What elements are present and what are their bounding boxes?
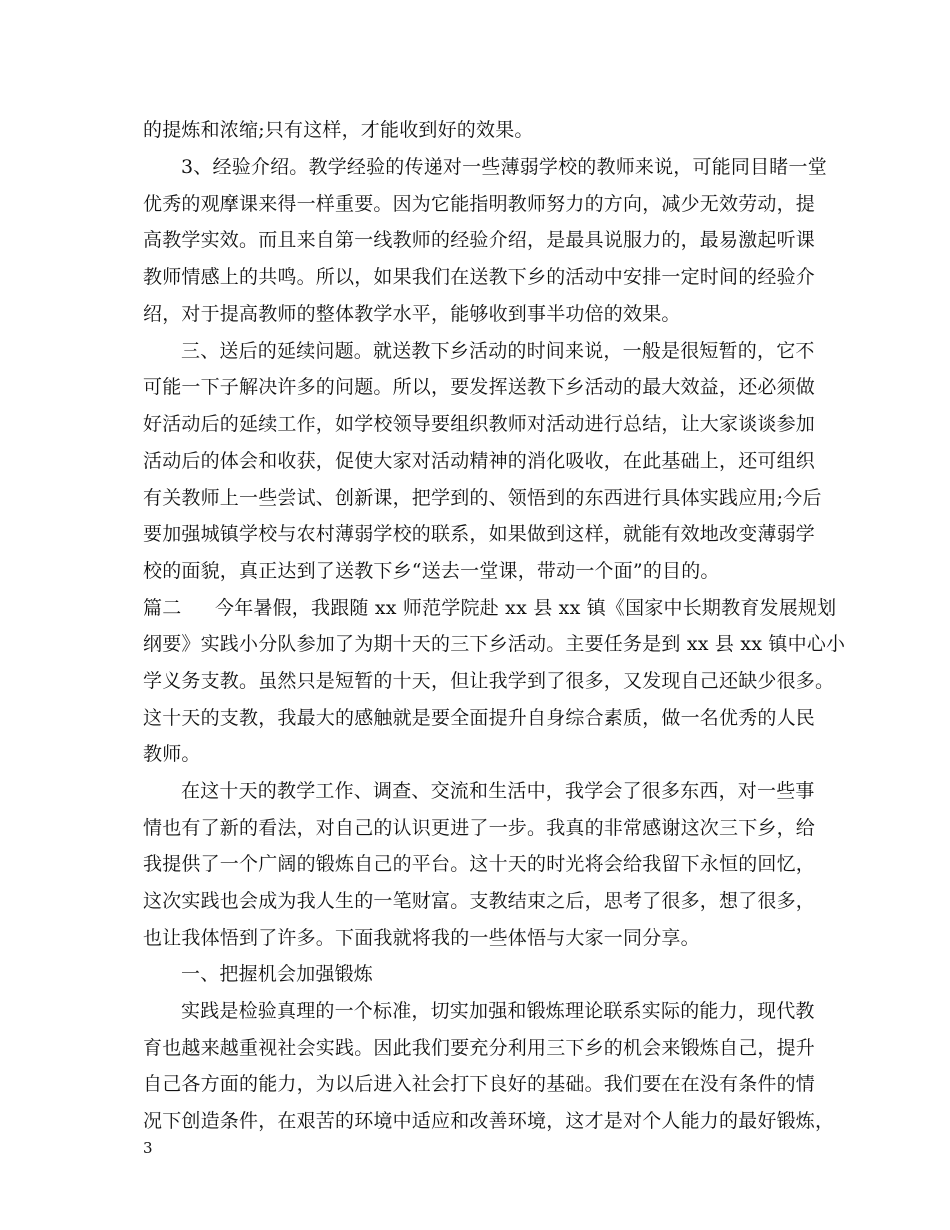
text-line: 实践是检验真理的一个标准，切实加强和锻炼理论联系实际的能力，现代教	[181, 1000, 815, 1022]
subheading-line: 一、把握机会加强锻炼	[181, 963, 374, 985]
text-line: 三、送后的延续问题。就送教下乡活动的时间来说，一般是很短暂的，它不	[181, 340, 815, 362]
text-line: 3、经验介绍。教学经验的传递对一些薄弱学校的教师来说，可能同目睹一堂	[181, 156, 827, 178]
text-line: 纲要》实践小分队参加了为期十天的三下乡活动。主要任务是到 xx 县 xx 镇中心小	[143, 633, 846, 655]
text-line: 活动后的体会和收获，促使大家对活动精神的消化吸收，在此基础上，还可组织	[143, 450, 816, 472]
text-line: 况下创造条件，在艰苦的环境中适应和改善环境，这才是对个人能力的最好锻炼，	[143, 1110, 835, 1132]
text-line: 绍，对于提高教师的整体教学水平，能够收到事半功倍的效果。	[143, 303, 681, 325]
text-line: 也让我体悟到了许多。下面我就将我的一些体悟与大家一同分享。	[143, 927, 700, 949]
text-line: 这次实践也会成为我人生的一笔财富。支教结束之后，思考了很多，想了很多，	[143, 890, 816, 912]
text-line: 可能一下子解决许多的问题。所以，要发挥送教下乡活动的最大效益，还必须做	[143, 376, 816, 398]
text-line: 要加强城镇学校与农村薄弱学校的联系，如果做到这样，就能有效地改变薄弱学	[143, 523, 816, 545]
text-line: 校的面貌，真正达到了送教下乡“送去一堂课，带动一个面”的目的。	[143, 560, 720, 582]
text-line: 在这十天的教学工作、调查、交流和生活中，我学会了很多东西，对一些事	[181, 780, 815, 802]
text-line: 高教学实效。而且来自第一线教师的经验介绍，是最具说服力的，最易激起听课	[143, 229, 816, 251]
text-line: 我提供了一个广阔的锻炼自己的平台。这十天的时光将会给我留下永恒的回忆，	[143, 853, 816, 875]
text-line: 好活动后的延续工作，如学校领导要组织教师对活动进行总结，让大家谈谈参加	[143, 413, 816, 435]
text-line: 这十天的支教，我最大的感触就是要全面提升自身综合素质，做一名优秀的人民	[143, 707, 816, 729]
text-line: 优秀的观摩课来得一样重要。因为它能指明教师努力的方向，减少无效劳动，提	[143, 193, 816, 215]
page-number: 3	[143, 1139, 153, 1157]
section-label: 篇二	[143, 597, 182, 619]
text-line: 自己各方面的能力，为以后进入社会打下良好的基础。我们要在在没有条件的情	[143, 1073, 816, 1095]
text-line: 教师。	[143, 743, 201, 765]
text-line: 的提炼和浓缩;只有这样，才能收到好的效果。	[143, 119, 534, 141]
text-line: 教师情感上的共鸣。所以，如果我们在送教下乡的活动中安排一定时间的经验介	[143, 266, 816, 288]
text-line: 情也有了新的看法，对自己的认识更进了一步。我真的非常感谢这次三下乡，给	[143, 817, 816, 839]
text-line: 有关教师上一些尝试、创新课，把学到的、领悟到的东西进行具体实践应用;今后	[143, 487, 822, 509]
text-line: 今年暑假，我跟随 xx 师范学院赴 xx 县 xx 镇《国家中长期教育发展规划	[215, 597, 837, 619]
text-line: 学义务支教。虽然只是短暂的十天，但让我学到了很多，又发现自己还缺少很多。	[143, 670, 835, 692]
section-heading-line	[143, 596, 837, 620]
text-line: 育也越来越重视社会实践。因此我们要充分利用三下乡的机会来锻炼自己，提升	[143, 1037, 816, 1059]
